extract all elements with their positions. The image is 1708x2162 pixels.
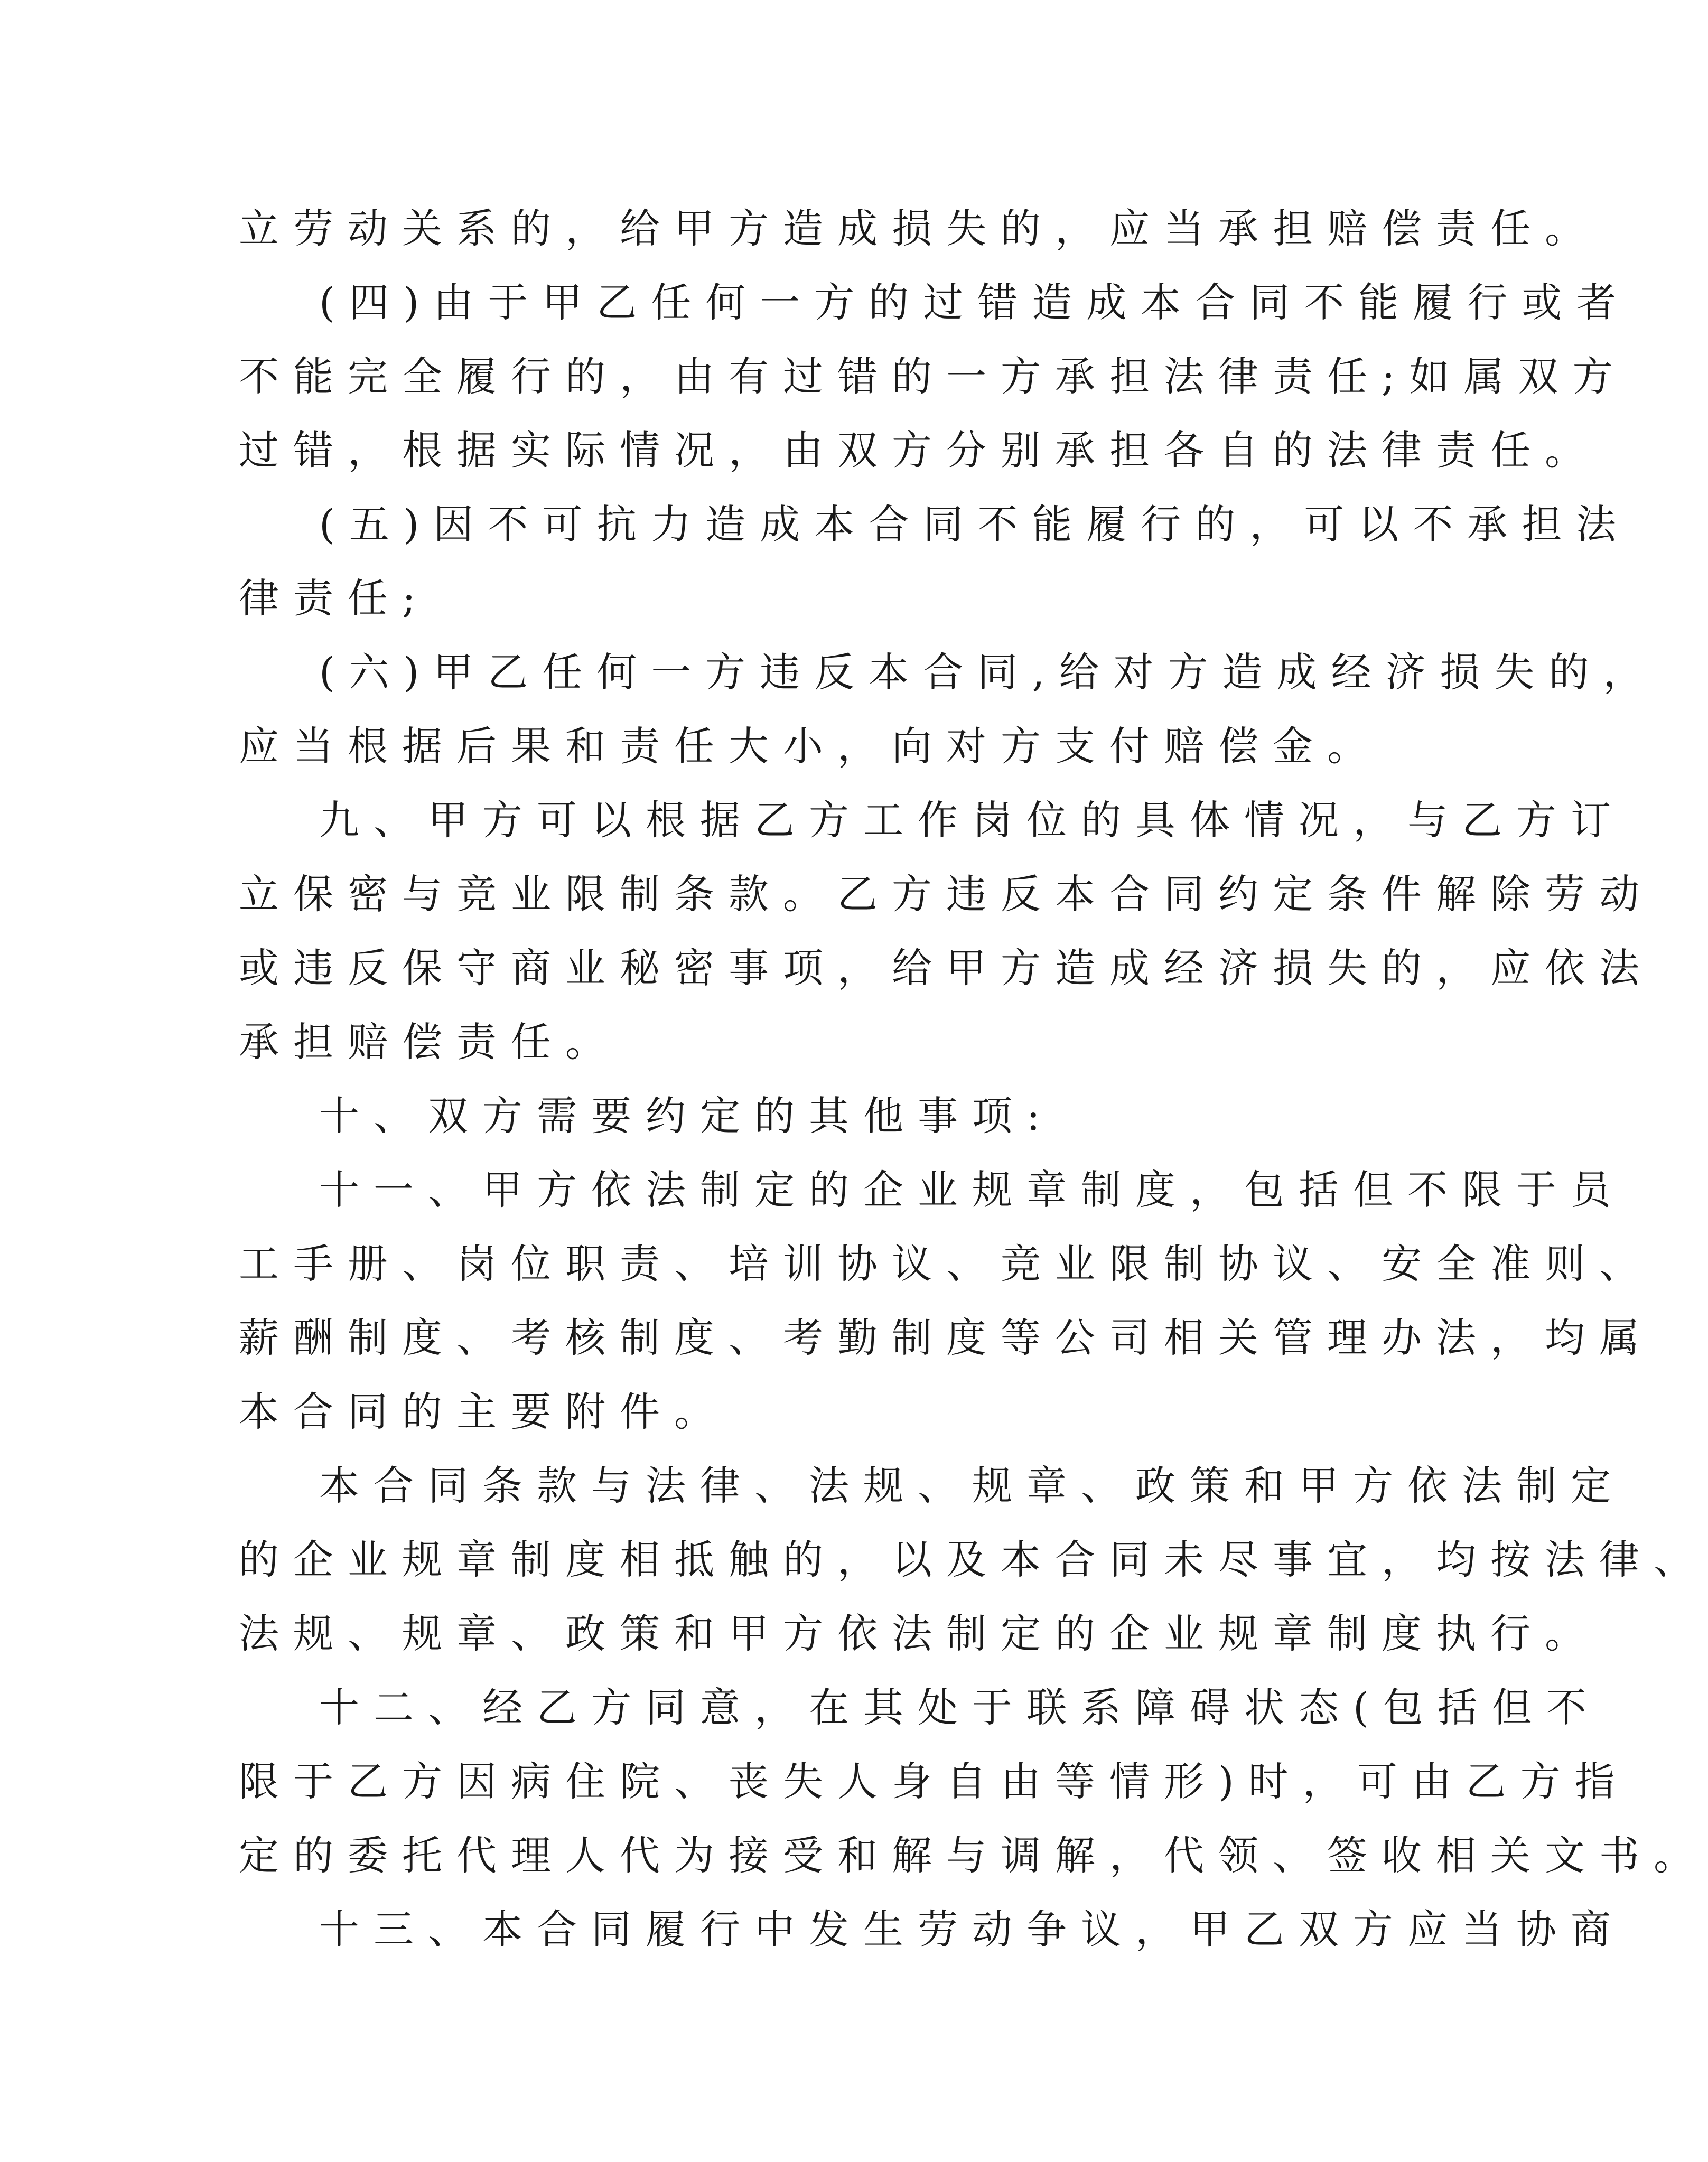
text-line: 律责任; xyxy=(239,575,430,622)
text-line: 十一、甲方依法制定的企业规章制度，包括但不限于员 xyxy=(319,1166,1625,1213)
text-line: 薪酬制度、考核制度、考勤制度等公司相关管理办法，均属 xyxy=(239,1314,1654,1361)
text-line: 立劳动关系的，给甲方造成损失的，应当承担赔偿责任。 xyxy=(239,205,1599,252)
text-line: 十三、本合同履行中发生劳动争议，甲乙双方应当协商 xyxy=(319,1906,1625,1953)
text-line: 的企业规章制度相抵触的，以及本合同未尽事宜，均按法律、 xyxy=(239,1536,1708,1583)
text-line: 定的委托代理人代为接受和解与调解，代领、签收相关文书。 xyxy=(239,1832,1708,1879)
text-line: 本合同的主要附件。 xyxy=(239,1388,729,1435)
text-line: 九、甲方可以根据乙方工作岗位的具体情况，与乙方订 xyxy=(319,797,1625,844)
text-line: 或违反保守商业秘密事项，给甲方造成经济损失的，应依法 xyxy=(239,944,1654,991)
text-line: 承担赔偿责任。 xyxy=(239,1018,620,1065)
text-line: (四)由于甲乙任何一方的过错造成本合同不能履行或者 xyxy=(319,279,1631,326)
text-line: (五)因不可抗力造成本合同不能履行的，可以不承担法 xyxy=(319,501,1631,548)
text-line: 十、双方需要约定的其他事项: xyxy=(319,1092,1054,1139)
text-line: 不能完全履行的，由有过错的一方承担法律责任;如属双方 xyxy=(239,353,1627,400)
text-line: 限于乙方因病住院、丧失人身自由等情形)时，可由乙方指 xyxy=(239,1758,1629,1805)
text-line: 工手册、岗位职责、培训协议、竞业限制协议、安全准则、 xyxy=(239,1240,1654,1287)
text-line: 过错，根据实际情况，由双方分别承担各自的法律责任。 xyxy=(239,427,1599,474)
text-line: (六)甲乙任何一方违反本合同,给对方造成经济损失的， xyxy=(319,649,1658,696)
text-line: 本合同条款与法律、法规、规章、政策和甲方依法制定 xyxy=(319,1462,1625,1509)
text-line: 立保密与竞业限制条款。乙方违反本合同约定条件解除劳动 xyxy=(239,871,1654,918)
text-line: 十二、经乙方同意，在其处于联系障碍状态(包括但不 xyxy=(319,1684,1601,1731)
text-line: 应当根据后果和责任大小，向对方支付赔偿金。 xyxy=(239,723,1382,770)
text-line: 法规、规章、政策和甲方依法制定的企业规章制度执行。 xyxy=(239,1610,1599,1657)
